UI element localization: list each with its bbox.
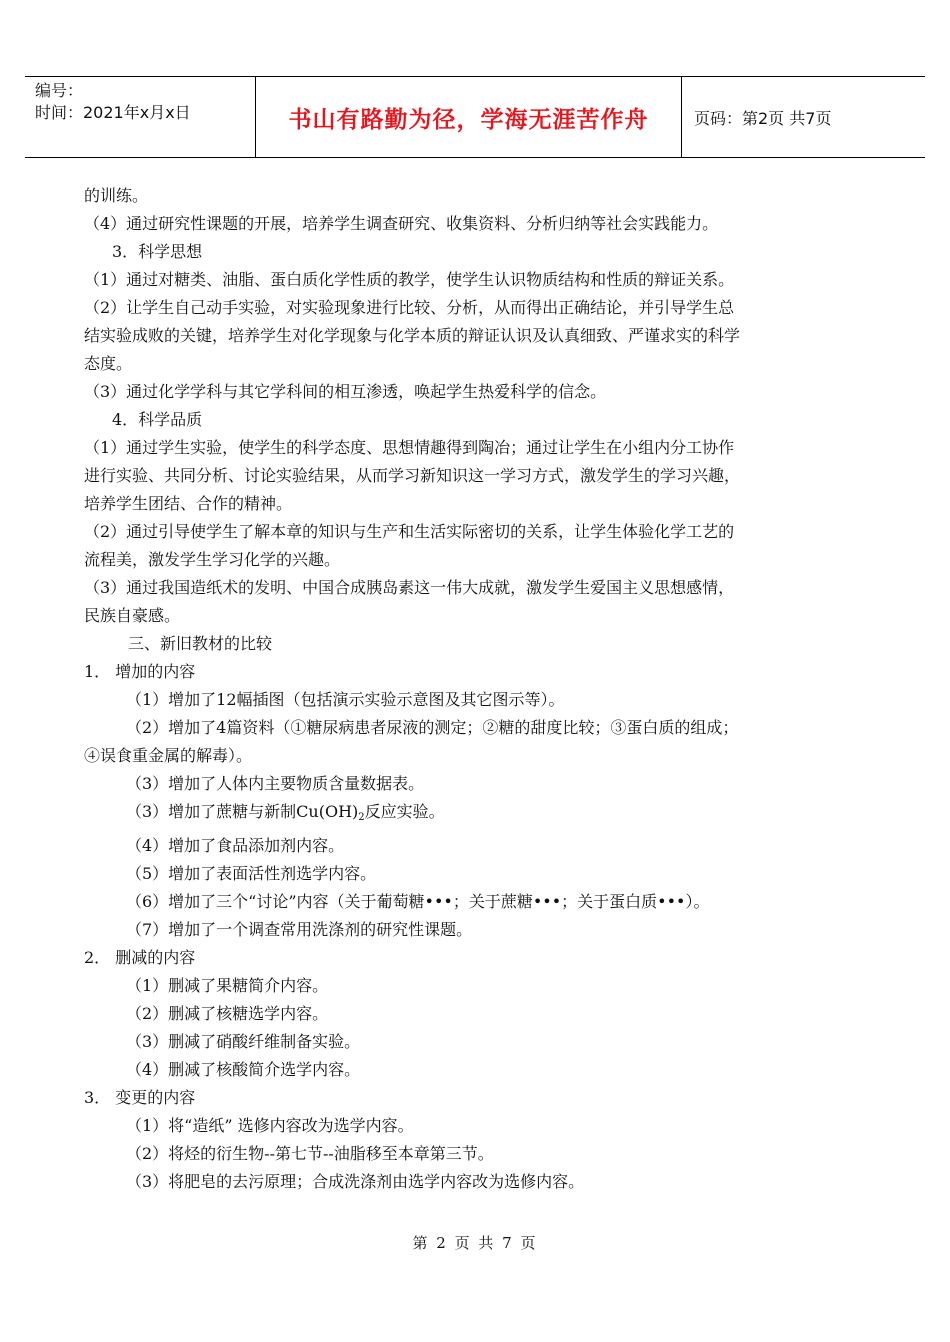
- list-item: （4）删减了核酸简介选学内容。: [126, 1060, 361, 1079]
- header-meta: [25, 77, 255, 157]
- list-item: （2）删减了核糖选学内容。: [126, 1004, 329, 1023]
- list-item: （1）增加了12幅插图（包括演示实验示意图及其它图示等）。: [126, 690, 565, 709]
- list-item: （3）删减了硝酸纤维制备实验。: [126, 1032, 361, 1051]
- paragraph-line: 的训练。: [84, 186, 149, 205]
- paragraph-line: （2）让学生自己动手实验，对实验现象进行比较、分析，从而得出正确结论，并引导学生总: [84, 298, 735, 317]
- list-heading: 1． 增加的内容: [84, 662, 196, 681]
- header-motto: 书山有路勤为径，学海无涯苦作舟: [288, 106, 649, 133]
- paragraph-line: （2）通过引导使学生了解本章的知识与生产和生活实际密切的关系，让学生体验化学工艺的: [84, 522, 735, 541]
- paragraph-line: （4）通过研究性课题的开展，培养学生调查研究、收集资料、分析归纳等社会实践能力。: [84, 214, 719, 233]
- list-item-text: （3）增加了蔗糖与新制Cu(OH): [126, 802, 359, 821]
- header-motto-cell: [255, 77, 682, 157]
- list-item: [84, 798, 868, 832]
- paragraph-line: 民族自豪感。: [84, 606, 181, 625]
- time-label: 时间：2021年x月x日: [35, 103, 191, 122]
- paragraph-line: 流程美，激发学生学习化学的兴趣。: [84, 550, 341, 569]
- list-item: （6）增加了三个“讨论”内容（关于葡萄糖•••；关于蔗糖•••；关于蛋白质•••）。: [126, 892, 710, 911]
- number-label: 编号：: [35, 81, 84, 100]
- list-item: （2）增加了4篇资料（①糖尿病患者尿液的测定；②糖的甜度比较；③蛋白质的组成；: [126, 718, 739, 737]
- paragraph-line: （1）通过学生实验，使学生的科学态度、思想情趣得到陶冶；通过让学生在小组内分工协作: [84, 438, 735, 457]
- list-item-tail: 反应实验。: [364, 802, 445, 821]
- paragraph-line: （3）通过化学学科与其它学科间的相互渗透，唤起学生热爱科学的信念。: [84, 382, 607, 401]
- paragraph-line: 培养学生团结、合作的精神。: [84, 494, 293, 513]
- section-heading: 4．科学品质: [112, 410, 203, 429]
- list-item: （1）将“造纸” 选修内容改为选学内容。: [126, 1116, 414, 1135]
- list-item: （4）增加了食品添加剂内容。: [126, 836, 345, 855]
- list-item: （7）增加了一个调查常用洗涤剂的研究性课题。: [126, 920, 473, 939]
- header-page-info: 页码：第2页 共7页: [694, 108, 832, 128]
- list-item: （3）增加了人体内主要物质含量数据表。: [126, 774, 425, 793]
- subscript: 2: [358, 812, 365, 823]
- page-header: [25, 76, 925, 158]
- section-heading: 3．科学思想: [112, 242, 203, 261]
- paragraph-line: 进行实验、共同分析、讨论实验结果，从而学习新知识这一学习方式，激发学生的学习兴趣，: [84, 466, 741, 485]
- page-footer: 第 2 页 共 7 页: [412, 1234, 538, 1252]
- list-item: （3）将肥皂的去污原理；合成洗涤剂由选学内容改为选修内容。: [126, 1172, 585, 1191]
- chapter-heading: 三、新旧教材的比较: [128, 634, 273, 653]
- list-heading: 3． 变更的内容: [84, 1088, 196, 1107]
- list-item: （1）删减了果糖简介内容。: [126, 976, 329, 995]
- list-heading: 2． 删减的内容: [84, 948, 196, 967]
- paragraph-line: 结实验成败的关键，培养学生对化学现象与化学本质的辩证认识及认真细致、严谨求实的科学: [84, 326, 741, 345]
- paragraph-line: （3）通过我国造纸术的发明、中国合成胰岛素这一伟大成就，激发学生爱国主义思想感情，: [84, 578, 735, 597]
- paragraph-line: 态度。: [84, 354, 133, 373]
- document-body: [84, 182, 868, 1196]
- list-item: （5）增加了表面活性剂选学内容。: [126, 864, 377, 883]
- list-item: （2）将烃的衍生物--第七节--油脂移至本章第三节。: [126, 1144, 494, 1163]
- list-item-continuation: ④误食重金属的解毒）。: [84, 746, 253, 765]
- paragraph-line: （1）通过对糖类、油脂、蛋白质化学性质的教学，使学生认识物质结构和性质的辩证关系。: [84, 270, 735, 289]
